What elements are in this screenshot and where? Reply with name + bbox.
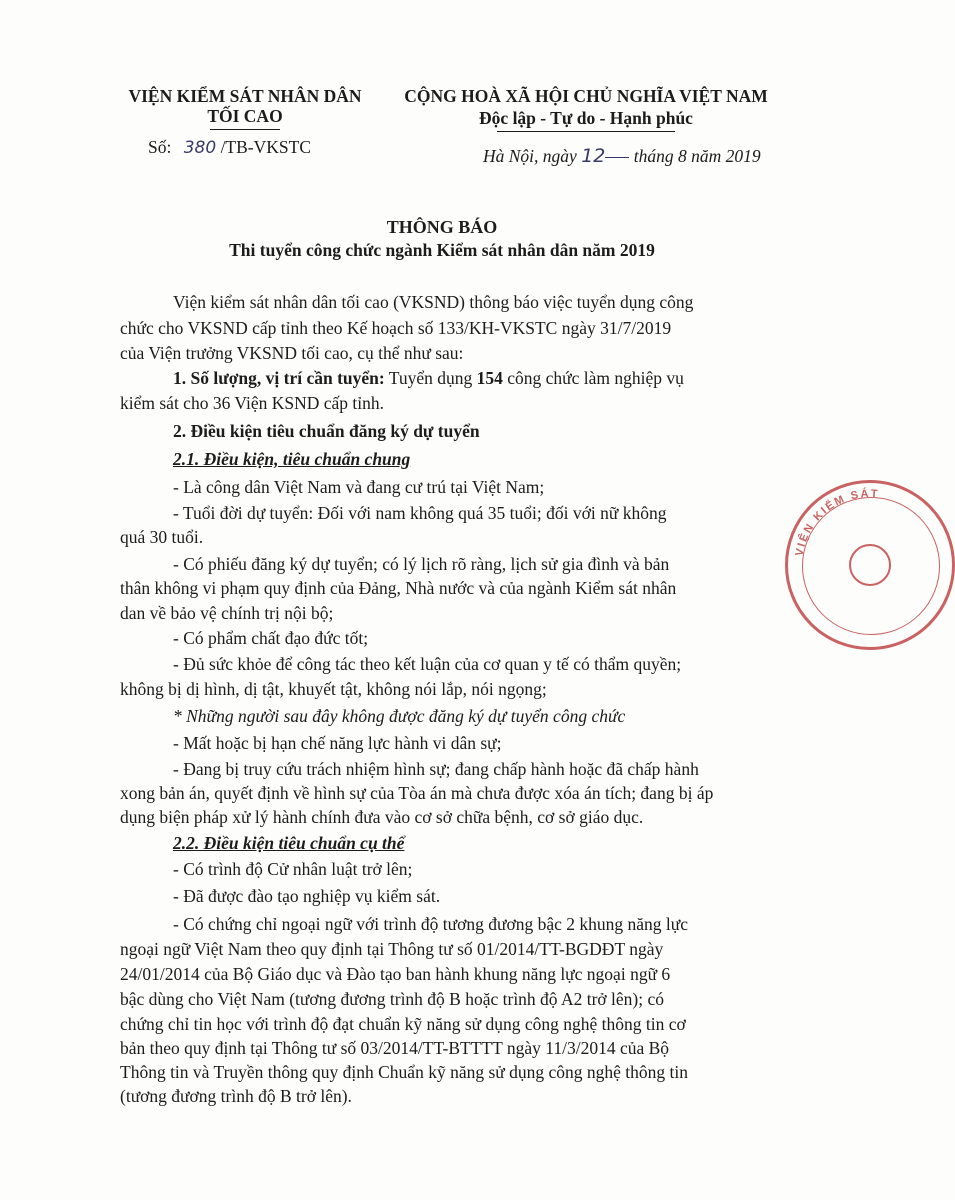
document-number	[148, 137, 311, 158]
specific-condition-3-line-1: - Có chứng chỉ ngoại ngữ với trình độ tương đương bậc 2 khung năng lực	[173, 914, 689, 934]
number-label: Số:	[148, 137, 172, 157]
national-motto: Độc lập - Tự do - Hạnh phúc	[479, 108, 693, 128]
agency-name-line2: TỐI CAO	[207, 106, 283, 126]
section-2-heading: 2. Điều kiện tiêu chuẩn đăng ký dự tuyển	[173, 421, 480, 441]
general-condition-5-line-2: không bị dị hình, dị tật, khuyết tật, không nói lắp, nói ngọng;	[120, 679, 547, 699]
specific-condition-3-line-6: bản theo quy định tại Thông tư số 03/2014/TT-BTTTT ngày 11/3/2014 của Bộ	[120, 1038, 670, 1058]
section-1-heading: 1. Số lượng, vị trí cần tuyển:	[173, 368, 385, 388]
date-prefix: Hà Nội, ngày	[483, 146, 577, 166]
general-condition-4: - Có phẩm chất đạo đức tốt;	[173, 628, 369, 648]
section-2-1-heading: 2.1. Điều kiện, tiêu chuẩn chung	[173, 449, 411, 469]
date-day-stroke	[605, 157, 629, 158]
specific-condition-3-line-7: Thông tin và Truyền thông quy định Chuẩn kỹ năng sử dụng công nghệ thông tin	[120, 1062, 689, 1082]
exclusion-2-line-1: - Đang bị truy cứu trách nhiệm hình sự; đang chấp hành hoặc đã chấp hành	[173, 759, 699, 779]
intro-line-3: của Viện trưởng VKSND tối cao, cụ thể như sau:	[120, 343, 464, 363]
agency-name-line1: VIỆN KIỂM SÁT NHÂN DÂN	[128, 86, 362, 106]
general-condition-3-line-3: dan về bảo vệ chính trị nội bộ;	[120, 603, 334, 623]
exclusion-1: - Mất hoặc bị hạn chế năng lực hành vi dân sự;	[173, 733, 502, 753]
specific-condition-3-line-2: ngoại ngữ Việt Nam theo quy định tại Thông tư số 01/2014/TT-BGDĐT ngày	[120, 939, 664, 959]
section-1-text-a: Tuyển dụng	[384, 368, 477, 388]
section-1-line-1	[173, 368, 684, 389]
document-title: THÔNG BÁO	[386, 217, 498, 237]
general-condition-1: - Là công dân Việt Nam và đang cư trú tại Việt Nam;	[173, 477, 545, 497]
specific-condition-3-line-3: 24/01/2014 của Bộ Giáo dục và Đào tạo ban hành khung năng lực ngoại ngữ 6	[120, 964, 671, 984]
seal-text: VIỆN KIỂM SÁT	[793, 487, 880, 558]
document-subtitle: Thi tuyển công chức ngành Kiểm sát nhân dân năm 2019	[229, 240, 655, 260]
country-name: CỘNG HOÀ XÃ HỘI CHỦ NGHĨA VIỆT NAM	[404, 86, 768, 106]
intro-line-1: Viện kiểm sát nhân dân tối cao (VKSND) thông báo việc tuyển dụng công	[173, 292, 694, 312]
date-day-handwritten: 12	[581, 145, 606, 167]
specific-condition-3-line-4: bậc dùng cho Việt Nam (tương đương trình độ B hoặc trình độ A2 trở lên); có	[120, 989, 665, 1009]
general-condition-5-line-1: - Đủ sức khỏe để công tác theo kết luận của cơ quan y tế có thẩm quyền;	[173, 654, 682, 674]
seal-center	[850, 545, 890, 585]
exclusion-2-line-2: xong bản án, quyết định về hình sự của Tòa án mà chưa được xóa án tích; đang bị áp	[120, 783, 714, 803]
section-1-text-b: công chức làm nghiệp vụ	[502, 368, 684, 388]
issue-date	[483, 145, 761, 167]
svg-text:VIỆN KIỂM SÁT	[794, 487, 880, 557]
agency-underline	[210, 129, 280, 130]
specific-condition-3-line-5: chứng chỉ tin học với trình độ đạt chuẩn kỹ năng sử dụng công nghệ thông tin cơ	[120, 1014, 686, 1034]
specific-condition-1: - Có trình độ Cử nhân luật trở lên;	[173, 859, 413, 879]
specific-condition-2: - Đã được đào tạo nghiệp vụ kiểm sát.	[173, 886, 441, 906]
section-2-2-heading: 2.2. Điều kiện tiêu chuẩn cụ thể	[173, 833, 405, 853]
general-condition-2-line-2: quá 30 tuổi.	[120, 527, 204, 547]
general-condition-2-line-1: - Tuổi đời dự tuyển: Đối với nam không quá 35 tuổi; đối với nữ không	[173, 503, 667, 523]
official-seal	[785, 480, 955, 650]
recruit-count: 154	[476, 368, 503, 388]
specific-condition-3-line-8: (tương đương trình độ B trở lên).	[120, 1086, 352, 1106]
intro-line-2: chức cho VKSND cấp tỉnh theo Kế hoạch số 133/KH-VKSTC ngày 31/7/2019	[120, 318, 672, 338]
exclusion-2-line-3: dụng biện pháp xử lý hành chính đưa vào cơ sở chữa bệnh, cơ sở giáo dục.	[120, 807, 644, 827]
general-condition-3-line-2: thân không vi phạm quy định của Đảng, Nhà nước và của ngành Kiểm sát nhân	[120, 578, 677, 598]
seal-text-ring	[785, 480, 955, 650]
exclusion-heading: * Những người sau đây không được đăng ký dự tuyển công chức	[173, 706, 626, 726]
number-suffix: /TB-VKSTC	[220, 137, 311, 157]
date-suffix: tháng 8 năm 2019	[633, 146, 761, 166]
section-1-line-2: kiểm sát cho 36 Viện KSND cấp tỉnh.	[120, 393, 385, 413]
number-handwritten: 380	[183, 138, 217, 158]
general-condition-3-line-1: - Có phiếu đăng ký dự tuyển; có lý lịch rõ ràng, lịch sử gia đình và bản	[173, 554, 670, 574]
motto-underline	[497, 131, 675, 132]
